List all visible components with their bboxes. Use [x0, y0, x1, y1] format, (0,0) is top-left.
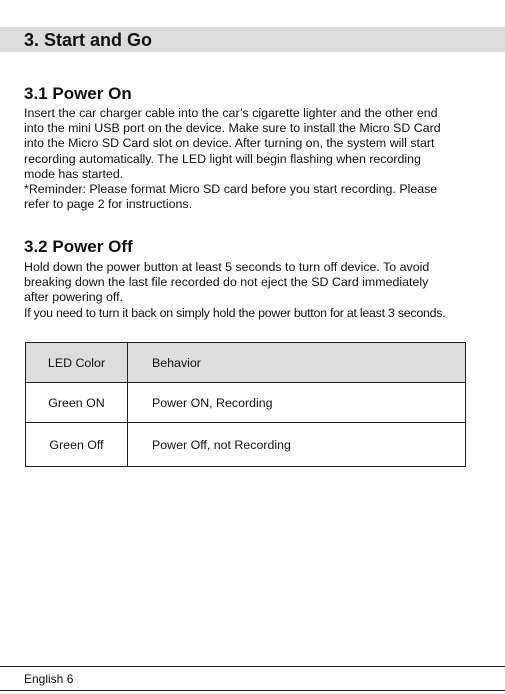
table-row	[26, 383, 466, 423]
footer-divider-top	[0, 666, 505, 667]
footer-divider-bottom	[0, 690, 505, 691]
text-line: Hold down the power button at least 5 seconds to turn off device. To avoid	[24, 260, 430, 274]
text-line: breaking down the last file recorded do not eject the SD Card immediately	[24, 275, 429, 290]
text-line: into the Micro SD Card slot on device. After turning on, the system will start	[24, 136, 435, 151]
text-line: into the mini USB port on the device. Make sure to install the Micro SD Card	[24, 121, 441, 136]
text-line: mode has started.	[24, 166, 124, 181]
column-header-behavior: Behavior	[128, 343, 466, 383]
column-header-led-color: LED Color	[26, 343, 128, 383]
reminder-line: *Reminder: Please format Micro SD card before you start recording. Please	[24, 182, 438, 197]
text-line: Insert the car charger cable into the car’s cigarette lighter and the other end	[24, 106, 438, 120]
reminder-line: refer to page 2 for instructions.	[24, 197, 193, 212]
page-number-label: English 6	[24, 672, 74, 686]
led-color-cell: Green Off	[26, 423, 128, 467]
table-row	[26, 423, 466, 467]
power-on-paragraph	[24, 106, 486, 212]
text-line: after powering off.	[24, 290, 123, 305]
section-heading-power-off: 3.2 Power Off	[24, 237, 133, 256]
behavior-cell: Power ON, Recording	[128, 383, 466, 423]
table-header-row	[26, 343, 466, 383]
text-line: recording automatically. The LED light will begin flashing when recording	[24, 151, 421, 166]
led-color-cell: Green ON	[26, 383, 128, 423]
power-off-paragraph	[24, 260, 486, 321]
chapter-title: 3. Start and Go	[24, 30, 153, 50]
behavior-cell: Power Off, not Recording	[128, 423, 466, 467]
section-heading-power-on: 3.1 Power On	[24, 84, 132, 103]
chapter-header-bar	[0, 27, 505, 52]
text-line: If you need to turn it back on simply hold the power button for at least 3 seconds.	[24, 305, 446, 320]
led-behavior-table	[25, 342, 466, 467]
